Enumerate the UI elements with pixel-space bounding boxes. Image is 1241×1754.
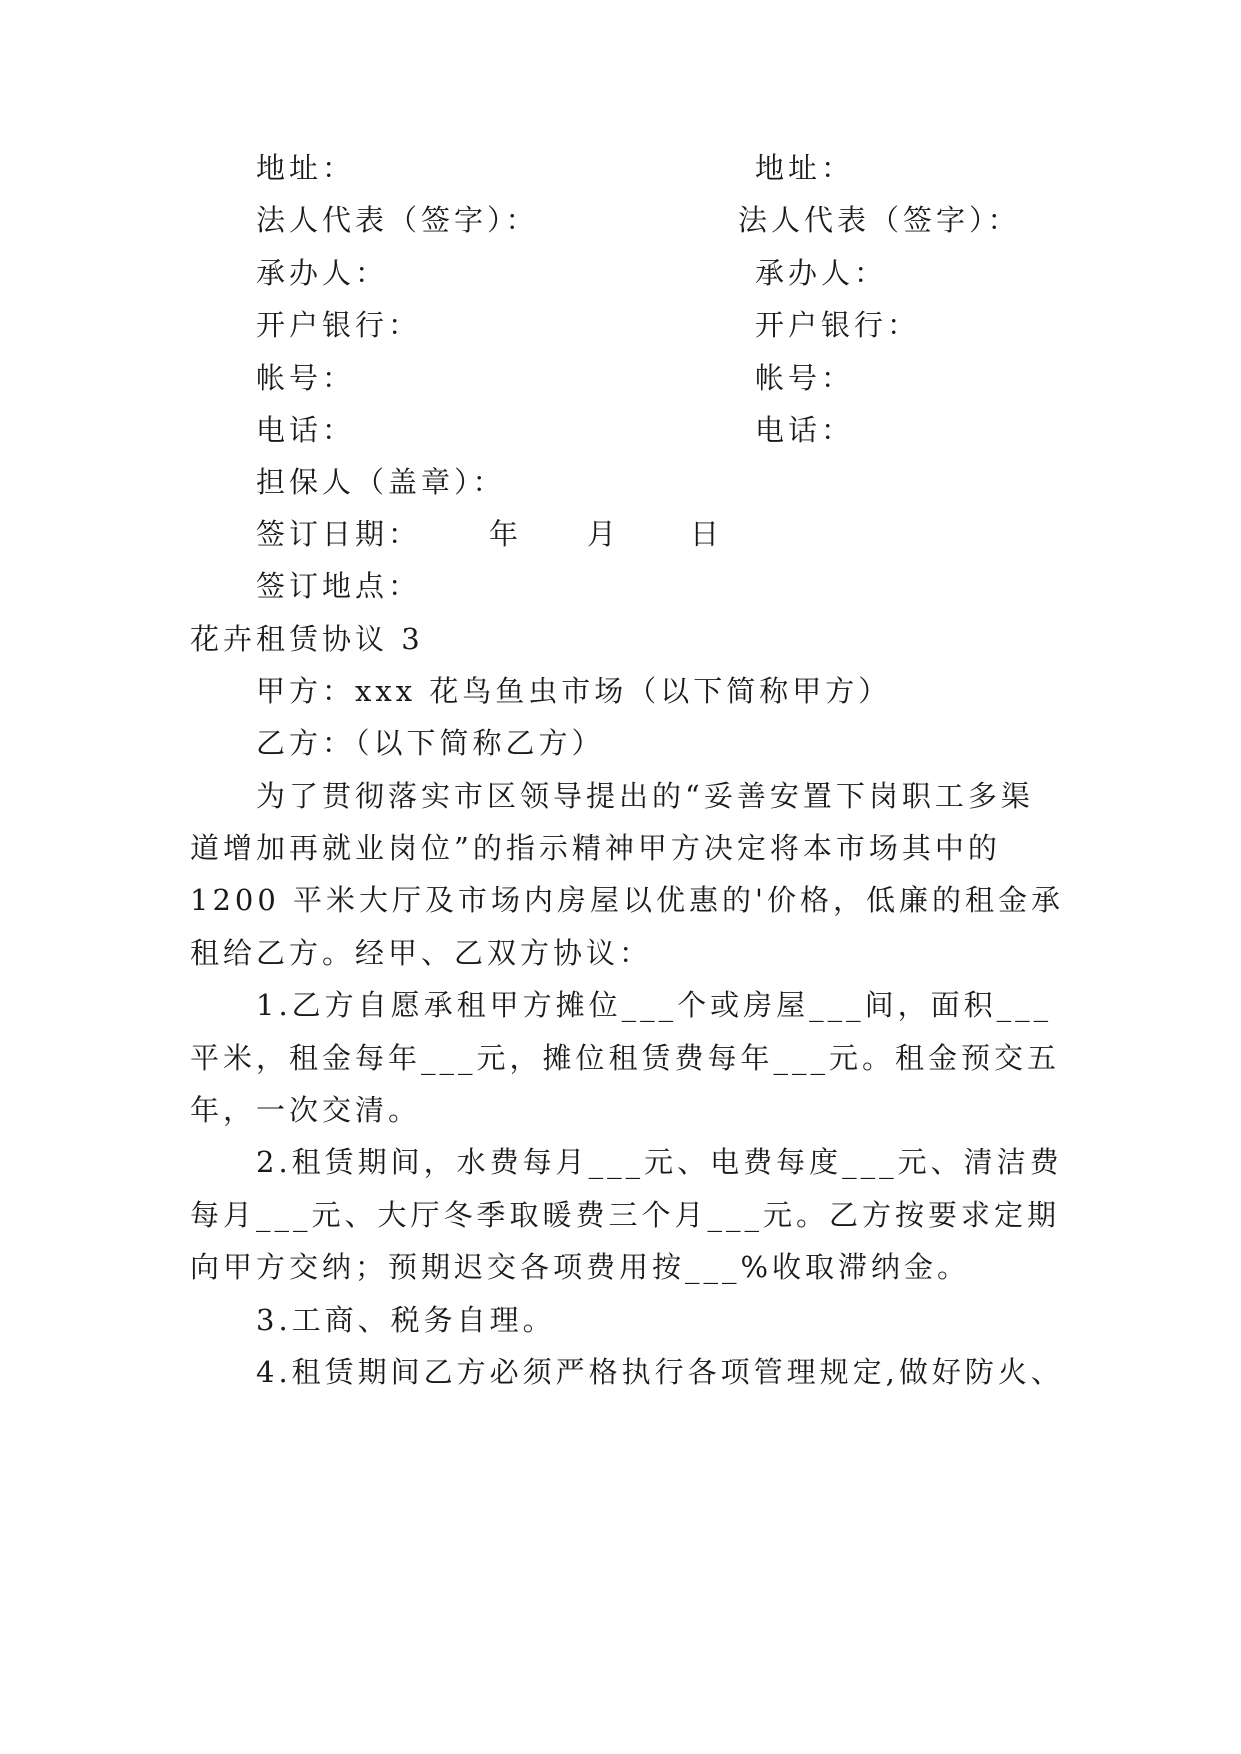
party-a-bank-label: 开户银行： [256,308,422,342]
clause-1-line-1: 1.乙方自愿承租甲方摊位___个或房屋___间，面积___ [256,988,1053,1022]
clause-2-line-2: 每月___元、大厅冬季取暖费三个月___元。乙方按要求定期 [190,1198,1061,1232]
party-a-legal-rep-label: 法人代表（签字）： [256,203,539,237]
intro-line-3: 1200 平米大厅及市场内房屋以优惠的'价格，低廉的租金承 [190,883,1064,917]
sign-date-label: 签订日期： [256,517,422,551]
party-b-address-label: 地址： [755,151,855,185]
party-a-phone-label: 电话： [256,413,356,447]
clause-4-line-1: 4.租赁期间乙方必须严格执行各项管理规定,做好防火、 [256,1355,1064,1389]
party-b-legal-rep-label: 法人代表（签字）： [738,203,1021,237]
party-b-line: 乙方：（以下简称乙方） [256,726,605,760]
party-b-bank-label: 开户银行： [755,308,921,342]
intro-line-4: 租给乙方。经甲、乙双方协议： [190,936,653,970]
party-a-handler-label: 承办人： [256,256,389,290]
clause-2-line-1: 2.租赁期间，水费每月___元、电费每度___元、清洁费 [256,1145,1063,1179]
sign-place-label: 签订地点： [256,569,422,603]
intro-line-1: 为了贯彻落实市区领导提出的“妥善安置下岗职工多渠 [256,779,1034,813]
party-b-handler-label: 承办人： [755,256,888,290]
party-a-account-label: 帐号： [256,361,356,395]
party-a-address-label: 地址： [256,151,356,185]
clause-1-line-3: 年，一次交清。 [190,1093,422,1127]
intro-line-2: 道增加再就业岗位”的指示精神甲方决定将本市场其中的 [190,831,1001,865]
party-b-phone-label: 电话： [755,413,855,447]
agreement-title: 花卉租赁协议 3 [190,622,424,656]
sign-date-day: 日 [690,517,724,551]
clause-3-line: 3.工商、税务自理。 [256,1303,556,1337]
guarantor-label: 担保人（盖章）： [256,465,506,499]
clause-2-line-3: 向甲方交纳；预期迟交各项费用按___%收取滞纳金。 [190,1250,971,1284]
party-b-account-label: 帐号： [755,361,855,395]
sign-date-year: 年 [489,517,523,551]
clause-1-line-2: 平米，租金每年___元，摊位租赁费每年___元。租金预交五 [190,1041,1061,1075]
sign-date-month: 月 [587,517,621,551]
party-a-line: 甲方：xxx 花鸟鱼虫市场（以下简称甲方） [256,674,892,708]
